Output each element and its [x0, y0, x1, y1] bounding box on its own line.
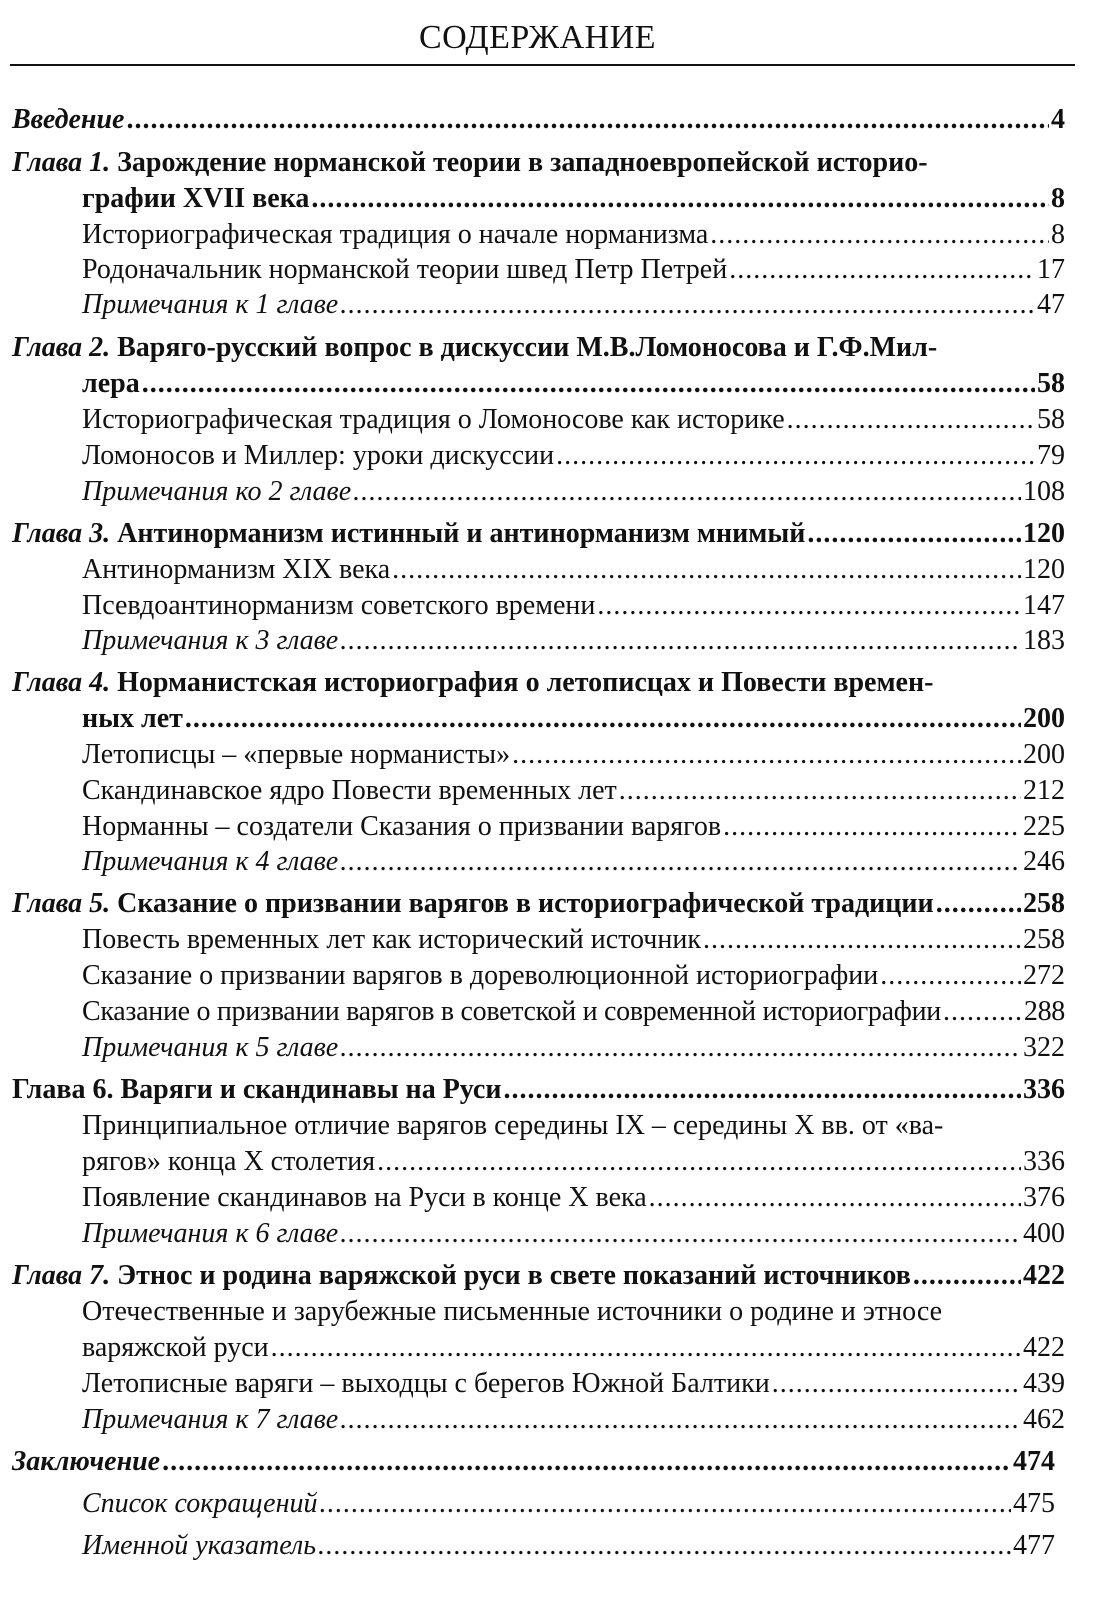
toc-entry-intro[interactable] — [12, 102, 1065, 138]
toc-entry-notes[interactable] — [82, 1216, 1065, 1252]
leader-dots — [597, 588, 1021, 624]
leader-dots — [504, 1072, 1022, 1108]
entry-page: 225 — [1023, 811, 1065, 842]
leader-dots — [710, 217, 1049, 253]
entry-page: 17 — [1037, 254, 1065, 285]
entry-title: Сказание о призвании варягов в советской и современной историографии — [82, 996, 941, 1027]
chapter-title: Зарождение норманской теории в западноевропейской историо- — [117, 147, 928, 178]
entry-title: Примечания к 4 главе — [82, 846, 339, 877]
entry-title: Летописцы – «первые норманисты» — [82, 739, 511, 770]
entry-title: Список сокращений — [82, 1488, 318, 1519]
entry-page: 4 — [1051, 104, 1065, 135]
entry-page: 79 — [1037, 440, 1065, 471]
toc-entry-notes[interactable] — [82, 623, 1065, 659]
leader-dots — [619, 773, 1021, 809]
entry-title: Псевдоантинорманизм советского времени — [82, 590, 596, 621]
entry-title: Примечания ко 2 главе — [82, 476, 352, 507]
leader-dots — [340, 1030, 1021, 1066]
leader-dots — [340, 1402, 1021, 1438]
toc-entry-section[interactable] — [82, 1180, 1065, 1216]
entry-title: Ломоносов и Миллер: уроки дискуссии — [82, 440, 555, 471]
entry-page: 322 — [1023, 1032, 1065, 1063]
entry-title: Появление скандинавов на Руси в конце X века — [82, 1182, 647, 1213]
toc-entry-notes[interactable] — [82, 474, 1065, 510]
entry-page: 183 — [1023, 625, 1065, 656]
leader-dots — [512, 737, 1021, 773]
entry-page: 58 — [1037, 404, 1065, 435]
chapter-label: Глава 5. — [12, 888, 111, 919]
entry-page: 8 — [1051, 219, 1065, 250]
toc-entry-chapter-3[interactable] — [12, 516, 1065, 552]
toc-entry-section[interactable] — [82, 438, 1065, 474]
entry-page: 58 — [1037, 368, 1065, 399]
title-rule — [10, 64, 1075, 66]
leader-dots — [703, 922, 1021, 958]
chapter-title: Варяго-русский вопрос в дискуссии М.В.Ломоносова и Г.Ф.Мил- — [117, 332, 938, 363]
toc-entry-section[interactable] — [82, 773, 1065, 809]
leader-dots — [880, 958, 1021, 994]
toc-entry-notes[interactable] — [82, 844, 1065, 880]
leader-dots — [556, 438, 1035, 474]
chapter-title: Антинорманизм истинный и антинорманизм мнимый — [117, 518, 806, 549]
leader-dots — [913, 1258, 1021, 1294]
entry-page: 422 — [1023, 1260, 1065, 1291]
leader-dots — [772, 1366, 1021, 1402]
leader-dots — [729, 252, 1035, 288]
leader-dots — [936, 886, 1021, 922]
toc-entry-section[interactable] — [82, 402, 1065, 438]
entry-title: Введение — [12, 104, 125, 135]
leader-dots — [126, 102, 1049, 138]
chapter-4-title-line1[interactable] — [12, 665, 933, 701]
entry-title: Скандинавское ядро Повести временных лет — [82, 775, 617, 806]
leader-dots — [311, 181, 1049, 217]
entry-title: ных лет — [82, 703, 183, 734]
toc-entry-notes[interactable] — [82, 1030, 1065, 1066]
entry-title: Родоначальник норманской теории швед Петр Петрей — [82, 254, 728, 285]
leader-dots — [723, 809, 1021, 845]
entry-title: Примечания к 5 главе — [82, 1032, 339, 1063]
section-title-line1[interactable]: Отечественные и зарубежные письменные источники о родине и этносе — [82, 1296, 943, 1327]
leader-dots — [142, 366, 1035, 402]
entry-title: Повесть временных лет как исторический источник — [82, 924, 701, 955]
toc-entry-chapter-7[interactable] — [12, 1258, 1065, 1294]
toc-entry-section[interactable] — [82, 737, 1065, 773]
leader-dots — [787, 402, 1035, 438]
leader-dots — [340, 1216, 1021, 1252]
toc-entry-section[interactable] — [82, 588, 1065, 624]
entry-page: 477 — [1013, 1530, 1055, 1561]
chapter-label: Глава 3. — [12, 518, 111, 549]
entry-page: 288 — [1023, 996, 1065, 1027]
entry-title: Примечания к 7 главе — [82, 1404, 339, 1435]
entry-page: 462 — [1023, 1404, 1065, 1435]
toc-entry-section[interactable] — [82, 1366, 1065, 1402]
leader-dots — [318, 1528, 1011, 1564]
leader-dots — [340, 287, 1035, 323]
entry-title: лера — [82, 368, 140, 399]
toc-entry-chapter-4[interactable] — [82, 701, 1065, 737]
toc-entry-section[interactable] — [82, 958, 1065, 994]
entry-page: 474 — [1013, 1446, 1055, 1477]
entry-title: Сказание о призвании варягов в дореволюционной историографии — [82, 960, 879, 991]
chapter-title: Варяги и скандинавы на Руси — [120, 1074, 502, 1105]
entry-title: рягов» конца X столетия — [82, 1146, 376, 1177]
toc-entry-chapter-6[interactable] — [12, 1072, 1065, 1108]
entry-page: 475 — [1013, 1488, 1055, 1519]
entry-page: 120 — [1023, 554, 1065, 585]
entry-page: 108 — [1023, 476, 1065, 507]
leader-dots — [271, 1330, 1021, 1366]
leader-dots — [943, 994, 1022, 1030]
entry-title: Примечания к 1 главе — [82, 289, 339, 320]
entry-page: 8 — [1051, 183, 1065, 214]
entry-title: Историографическая традиция о Ломоносове как историке — [82, 404, 785, 435]
page-title: СОДЕРЖАНИЕ — [418, 19, 657, 56]
entry-page: 400 — [1023, 1218, 1065, 1249]
entry-title: Примечания к 6 главе — [82, 1218, 339, 1249]
toc-entry-chapter-2[interactable] — [82, 366, 1065, 402]
toc-entry-chapter-5[interactable] — [12, 886, 1065, 922]
toc-entry-section[interactable] — [82, 922, 1065, 958]
leader-dots — [319, 1486, 1011, 1522]
entry-page: 147 — [1023, 590, 1065, 621]
entry-title: Норманны – создатели Сказания о призвании варягов — [82, 811, 722, 842]
toc-entry-notes[interactable] — [82, 287, 1065, 323]
chapter-label: Глава 6. — [12, 1074, 114, 1105]
toc-entry-notes[interactable] — [82, 1402, 1065, 1438]
leader-dots — [185, 701, 1021, 737]
leader-dots — [377, 1144, 1021, 1180]
entry-page: 439 — [1023, 1368, 1065, 1399]
toc-entry-chapter-1[interactable] — [82, 181, 1065, 217]
leader-dots — [807, 516, 1021, 552]
leader-dots — [353, 474, 1021, 510]
entry-page: 258 — [1023, 924, 1065, 955]
chapter-2-title-line1[interactable] — [12, 330, 937, 366]
leader-dots — [162, 1444, 1011, 1480]
entry-page: 258 — [1023, 888, 1065, 919]
entry-page: 200 — [1023, 739, 1065, 770]
toc-entry-conclusion[interactable] — [12, 1444, 1055, 1480]
entry-title: варяжской руси — [82, 1332, 269, 1363]
entry-page: 422 — [1023, 1332, 1065, 1363]
chapter-title: Сказание о призвании варягов в историографической традиции — [117, 888, 934, 919]
chapter-label: Глава 7. — [12, 1260, 111, 1291]
toc-entry-abbreviations[interactable] — [82, 1486, 1055, 1522]
toc-entry-section[interactable] — [82, 809, 1065, 845]
entry-title: графии XVII века — [82, 183, 310, 214]
entry-page: 212 — [1023, 775, 1065, 806]
entry-page: 376 — [1023, 1182, 1065, 1213]
entry-title: Примечания к 3 главе — [82, 625, 339, 656]
chapter-1-title-line1[interactable] — [12, 145, 928, 181]
leader-dots — [392, 552, 1021, 588]
entry-page: 200 — [1023, 703, 1065, 734]
toc-entry-section[interactable] — [82, 252, 1065, 288]
toc-entry-section[interactable] — [82, 552, 1065, 588]
chapter-label: Глава 1. — [12, 147, 111, 178]
entry-title: Летописные варяги – выходцы с берегов Южной Балтики — [82, 1368, 770, 1399]
entry-page: 47 — [1037, 289, 1065, 320]
toc-entry-section[interactable] — [82, 1144, 1065, 1180]
entry-page: 246 — [1023, 846, 1065, 877]
entry-title: Именной указатель — [82, 1530, 316, 1561]
toc-entry-section[interactable] — [82, 1330, 1065, 1366]
chapter-label: Глава 4. — [12, 667, 111, 698]
toc-entry-name-index[interactable] — [82, 1528, 1055, 1564]
chapter-title: Норманистская историография о летописцах и Повести времен- — [117, 667, 934, 698]
leader-dots — [340, 844, 1021, 880]
entry-title: Историографическая традиция о начале норманизма — [82, 219, 709, 250]
entry-title: Заключение — [12, 1446, 161, 1477]
toc-entry-section[interactable] — [82, 217, 1065, 253]
chapter-title: Этнос и родина варяжской руси в свете показаний источников — [117, 1260, 911, 1291]
entry-page: 272 — [1023, 960, 1065, 991]
section-title-line1[interactable]: Принципиальное отличие варягов середины IX – середины X вв. от «ва- — [82, 1110, 944, 1141]
chapter-label: Глава 2. — [12, 332, 111, 363]
entry-page: 336 — [1023, 1146, 1065, 1177]
toc-entry-section[interactable] — [82, 994, 1065, 1030]
entry-page: 120 — [1023, 518, 1065, 549]
leader-dots — [340, 623, 1021, 659]
leader-dots — [649, 1180, 1021, 1216]
entry-page: 336 — [1023, 1074, 1065, 1105]
entry-title: Антинорманизм XIX века — [82, 554, 391, 585]
